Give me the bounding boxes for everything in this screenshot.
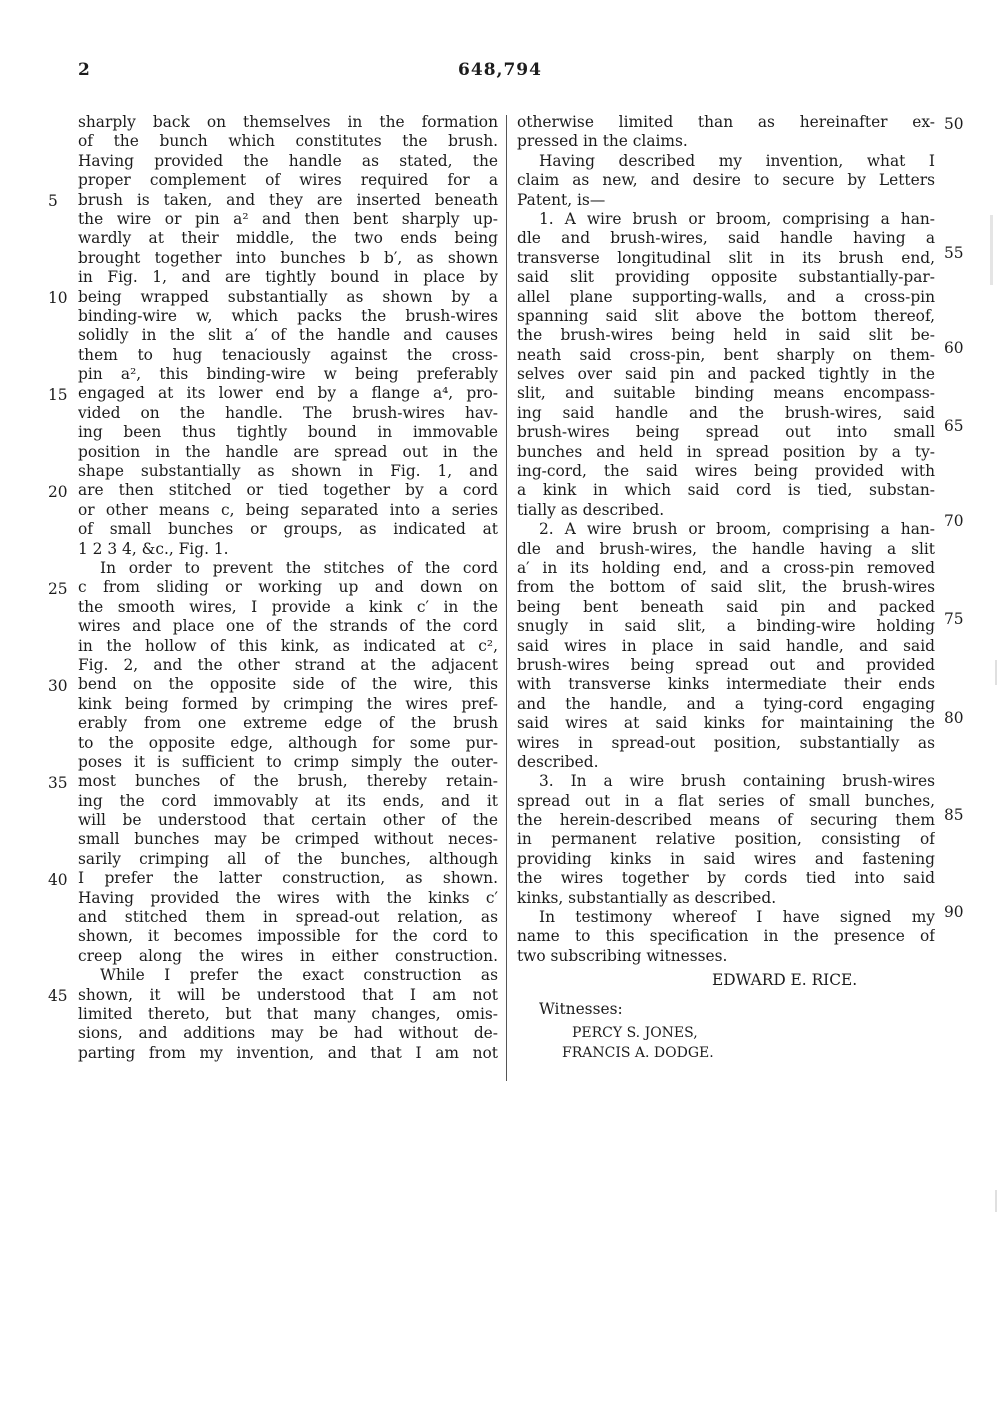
claim-line: providing kinks in said wires and fastening [517, 849, 935, 868]
line-number: 90 [944, 903, 964, 921]
claim-line: wires in spread-out position, substantially as [517, 733, 935, 752]
text-line: erably from one extreme edge of the brush [78, 714, 498, 733]
line-number: 55 [944, 244, 964, 262]
text-line: wires and place one of the strands of the cord [78, 617, 498, 636]
claim-line: spread out in a flat series of small bunches, [517, 791, 935, 810]
text-line: them to hug tenaciously against the cross- [78, 345, 498, 364]
line-number: 15 [48, 386, 68, 404]
text-line: being wrapped substantially as shown by a [78, 287, 498, 306]
line-number: 45 [48, 987, 68, 1005]
text-line: ing the cord immovably at its ends, and it [78, 791, 498, 810]
claim-line: a′ in its holding end, and a cross-pin removed [517, 558, 935, 577]
claim-line: and the handle, and a tying-cord engaging [517, 694, 935, 713]
claim-line: said slit providing opposite substantially-par- [517, 268, 935, 287]
claim-line: ing-cord, the said wires being provided with [517, 462, 935, 481]
text-line: sharply back on themselves in the formation [78, 113, 498, 131]
text-line: engaged at its lower end by a flange a⁴, pro- [78, 384, 498, 403]
claim-line: dle and brush-wires, the handle having a slit [517, 539, 935, 558]
witness-name: PERCY S. JONES, [572, 1025, 698, 1042]
line-number: 60 [944, 339, 964, 357]
claim-line: slit, and suitable binding means encompass- [517, 384, 935, 403]
column-divider [506, 115, 507, 1081]
text-line: 1 2 3 4, &c., Fig. 1. [78, 539, 229, 558]
text-line: poses it is sufficient to crimp simply the outer- [78, 752, 498, 771]
inventor-signature: EDWARD E. RICE. [712, 971, 858, 990]
claim-line: transverse longitudinal slit in its brush end, [517, 248, 935, 267]
text-line: shape substantially as shown in Fig. 1, and [78, 462, 498, 481]
line-number: 10 [48, 289, 68, 307]
claim-line: selves over said pin and packed tightly in the [517, 365, 935, 384]
text-line: brush is taken, and they are inserted beneath [78, 190, 498, 209]
text-line: most bunches of the brush, thereby retain- [78, 772, 498, 791]
text-line: solidly in the slit a′ of the handle and causes [78, 326, 498, 345]
claim-line: tially as described. [517, 500, 665, 519]
line-number: 65 [944, 417, 964, 435]
text-line: In order to prevent the stitches of the cord [100, 558, 498, 577]
claim-line: in permanent relative position, consisting of [517, 830, 935, 849]
text-line: small bunches may be crimped without neces- [78, 830, 498, 849]
claim-line: kinks, substantially as described. [517, 888, 777, 907]
page-number: 2 [78, 60, 90, 80]
claim-line: from the bottom of said slit, the brush-wires [517, 578, 935, 597]
witness-name: FRANCIS A. DODGE. [562, 1044, 714, 1061]
witnesses-label: Witnesses: [539, 1000, 623, 1019]
claim-line: neath said cross-pin, bent sharply on them- [517, 345, 935, 364]
claim-line: the herein-described means of securing them [517, 811, 935, 830]
line-number: 80 [944, 709, 964, 727]
text-line: parting from my invention, and that I am not [78, 1043, 498, 1062]
text-line: otherwise limited than as hereinafter ex- [517, 113, 935, 131]
patent-number: 648,794 [458, 60, 542, 80]
text-line: pressed in the claims. [517, 132, 688, 151]
text-line: shown, it will be understood that I am not [78, 985, 498, 1004]
claim-line: 2. A wire brush or broom, comprising a han- [539, 520, 935, 539]
text-line: are then stitched or tied together by a cord [78, 481, 498, 500]
scan-speck [995, 1190, 997, 1212]
claim-line: brush-wires being spread out and provided [517, 655, 935, 674]
line-number: 75 [944, 610, 964, 628]
line-number: 35 [48, 774, 68, 792]
text-line: claim as new, and desire to secure by Letters [517, 171, 935, 190]
claim-line: snugly in said slit, a binding-wire holding [517, 617, 935, 636]
text-line: two subscribing witnesses. [517, 946, 728, 965]
text-line: ing been thus tightly bound in immovable [78, 423, 498, 442]
text-line: c from sliding or working up and down on [78, 578, 498, 597]
text-line: and stitched them in spread-out relation, as [78, 908, 498, 927]
claim-line: said wires in place in said handle, and said [517, 636, 935, 655]
text-line: the smooth wires, I provide a kink c′ in the [78, 597, 498, 616]
text-line: Having described my invention, what I [539, 151, 935, 170]
text-line: of the bunch which constitutes the brush. [78, 132, 498, 151]
text-line: limited thereto, but that many changes, omis- [78, 1004, 498, 1023]
text-line: of small bunches or groups, as indicated at [78, 520, 498, 539]
text-line: vided on the handle. The brush-wires hav- [78, 403, 498, 422]
claim-line: 3. In a wire brush containing brush-wires [539, 772, 935, 791]
text-line: While I prefer the exact construction as [100, 966, 498, 985]
text-line: creep along the wires in either construction. [78, 946, 498, 965]
left-text-column [78, 113, 498, 1063]
text-line: Fig. 2, and the other strand at the adjacent [78, 655, 498, 674]
text-line: wardly at their middle, the two ends being [78, 229, 498, 248]
line-number: 20 [48, 483, 68, 501]
claim-line: a kink in which said cord is tied, substan- [517, 481, 935, 500]
line-number: 5 [48, 192, 58, 210]
claim-line: the brush-wires being held in said slit be- [517, 326, 935, 345]
text-line: pin a², this binding-wire w being preferably [78, 365, 498, 384]
claim-line: brush-wires being spread out into small [517, 423, 935, 442]
line-number: 40 [48, 871, 68, 889]
claim-line: the wires together by cords tied into said [517, 869, 935, 888]
text-line: will be understood that certain other of the [78, 811, 498, 830]
scan-speck [995, 660, 997, 685]
line-number: 85 [944, 806, 964, 824]
text-line: bend on the opposite side of the wire, this [78, 675, 498, 694]
claim-line: with transverse kinks intermediate their ends [517, 675, 935, 694]
text-line: In testimony whereof I have signed my [539, 908, 935, 927]
text-line: name to this specification in the presence of [517, 927, 935, 946]
text-line: or other means c, being separated into a series [78, 500, 498, 519]
text-line: kink being formed by crimping the wires pref- [78, 694, 498, 713]
text-line: in the hollow of this kink, as indicated at c², [78, 636, 498, 655]
line-number: 50 [944, 115, 964, 133]
claim-line: 1. A wire brush or broom, comprising a han- [539, 209, 935, 228]
claim-line: allel plane supporting-walls, and a cross-pin [517, 287, 935, 306]
text-line: Having provided the wires with the kinks c′ [78, 888, 498, 907]
text-line: I prefer the latter construction, as shown. [78, 869, 498, 888]
claim-line: said wires at said kinks for maintaining the [517, 714, 935, 733]
claim-line: being bent beneath said pin and packed [517, 597, 935, 616]
text-line: sarily crimping all of the bunches, although [78, 849, 498, 868]
claim-line: dle and brush-wires, said handle having a [517, 229, 935, 248]
text-line: the wire or pin a² and then bent sharply up- [78, 209, 498, 228]
claim-line: described. [517, 752, 599, 771]
text-line: position in the handle are spread out in the [78, 442, 498, 461]
text-line: binding-wire w, which packs the brush-wires [78, 306, 498, 325]
text-line: brought together into bunches b b′, as shown [78, 248, 498, 267]
text-line: Having provided the handle as stated, the [78, 151, 498, 170]
text-line: in Fig. 1, and are tightly bound in place by [78, 268, 498, 287]
scan-speck [990, 215, 993, 285]
text-line: shown, it becomes impossible for the cord to [78, 927, 498, 946]
line-number: 70 [944, 512, 964, 530]
text-line: to the opposite edge, although for some pur- [78, 733, 498, 752]
claim-line: spanning said slit above the bottom thereof, [517, 306, 935, 325]
line-number: 25 [48, 580, 68, 598]
text-line: proper complement of wires required for a [78, 171, 498, 190]
text-line: Patent, is— [517, 190, 606, 209]
text-line: sions, and additions may be had without de- [78, 1024, 498, 1043]
line-number: 30 [48, 677, 68, 695]
claim-line: ing said handle and the brush-wires, said [517, 403, 935, 422]
claim-line: bunches and held in spread position by a ty- [517, 442, 935, 461]
right-text-column [517, 113, 935, 1063]
